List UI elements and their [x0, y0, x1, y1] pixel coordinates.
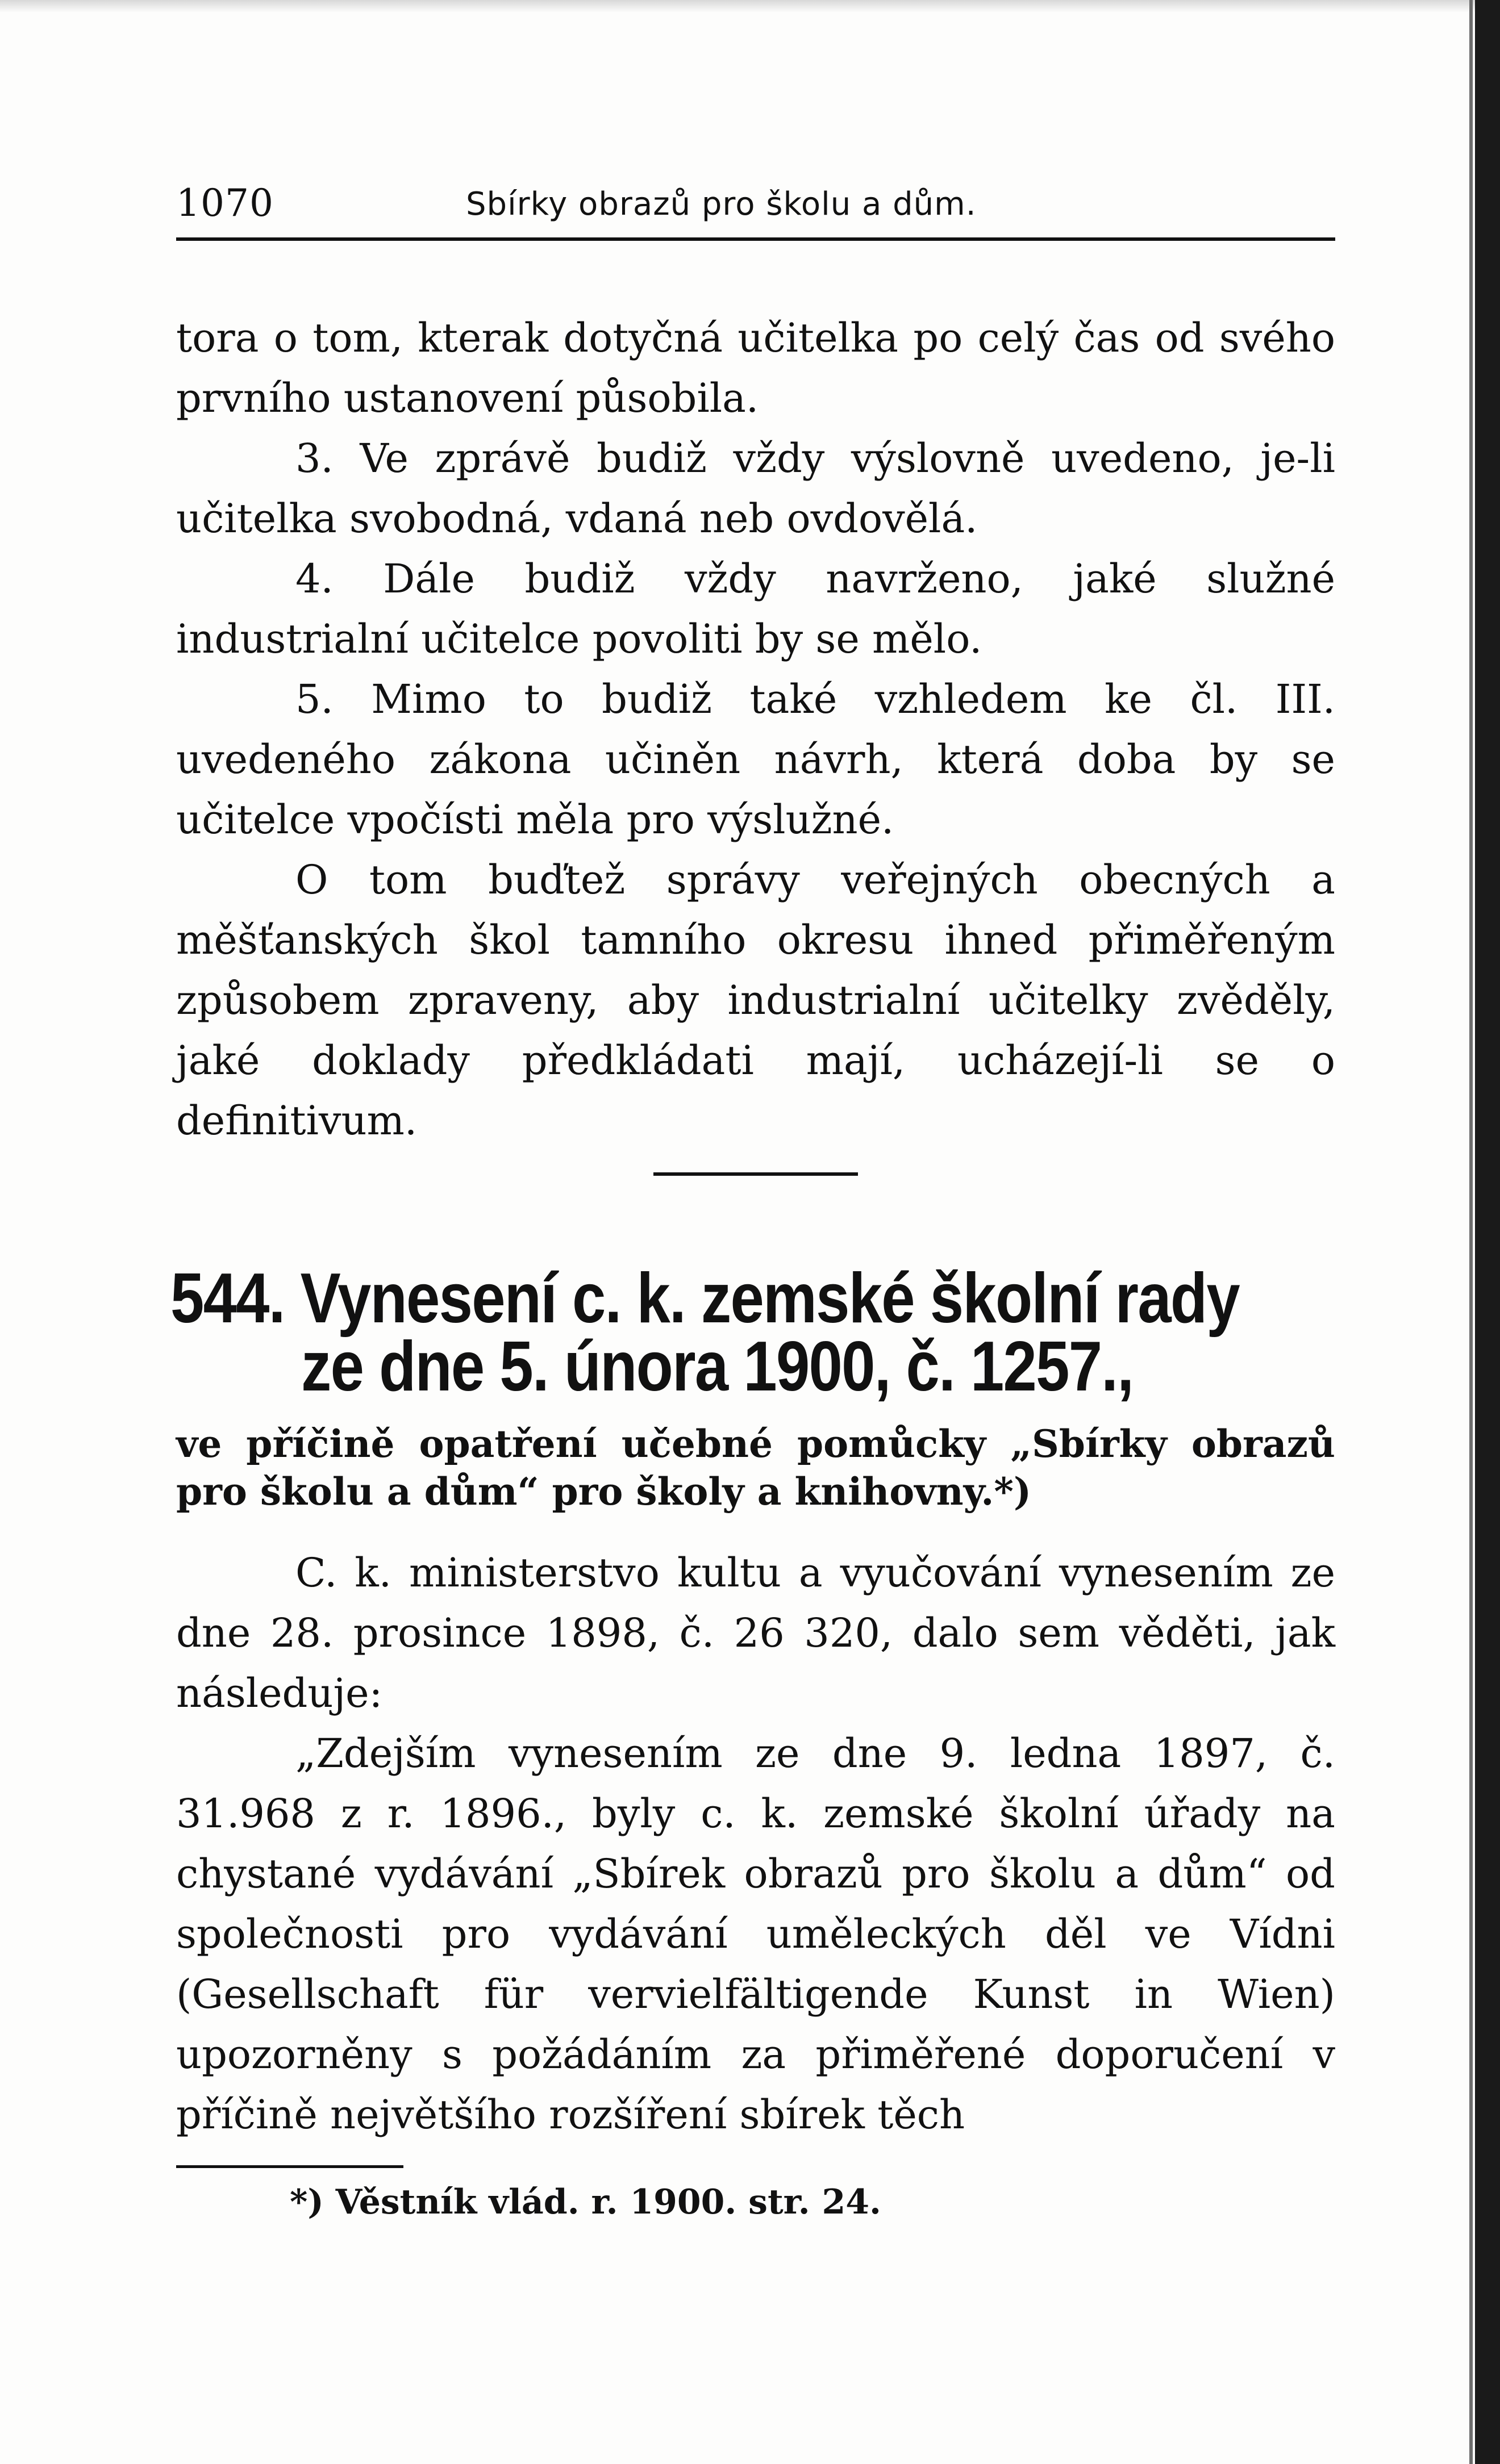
- section-separator: [653, 1172, 858, 1176]
- decree-subheading: ve příčině opatření učebné pomůcky „Sbírky obrazů pro školu a dům“ pro školy a knihovny.*): [176, 1422, 1335, 1514]
- scan-edge-right: [1475, 0, 1500, 2464]
- footnote: *) Věstník vlád. r. 1900. str. 24.: [290, 2182, 881, 2222]
- decree-heading-line2: ze dne 5. února 1900, č. 1257.,: [301, 1327, 1134, 1406]
- paragraph-item-4: 4. Dále budiž vždy navrženo, jaké služné industrialní učitelce povoliti by se mělo.: [176, 556, 1335, 662]
- decree-text-block: [176, 1543, 1335, 2145]
- header-rule: [176, 237, 1335, 241]
- page-number: 1070: [176, 181, 274, 225]
- decree-quote-paragraph: „Zdejším vynesením ze dne 9. ledna 1897, č. 31.968 z r. 1896., byly c. k. zemské školní úřady na chystané vydávání „Sbírek obrazů pro školu a dům“ od společnosti pro vydávání uměleckých děl ve Vídni (Gesellschaft für vervielfältigende Kunst in Wien) upozorněny s požádáním za přiměřené doporučení v příčině největšího rozšíření sbírek těch: [176, 1730, 1335, 2138]
- running-title: Sbírky obrazů pro školu a dům.: [466, 186, 977, 223]
- footnote-rule: [176, 2165, 403, 2168]
- decree-heading-line1: 544. Vynesení c. k. zemské školní rady: [170, 1259, 1239, 1338]
- decree-paragraph: C. k. ministerstvo kultu a vyučování vynesením ze dne 28. prosince 1898, č. 26 320, dalo sem věděti, jak následuje:: [176, 1550, 1335, 1717]
- scan-edge-top: [0, 0, 1500, 12]
- top-text-block: [176, 308, 1335, 1151]
- paragraph-item-5: 5. Mimo to budiž také vzhledem ke čl. III. uvedeného zákona učiněn návrh, která doba by se učitelce vpočísti měla pro výslužné.: [176, 676, 1335, 843]
- paragraph-item-3: 3. Ve zprávě budiž vždy výslovně uvedeno, je-li učitelka svobodná, vdaná neb ovdovělá.: [176, 435, 1335, 542]
- scan-edge-shadow: [1469, 0, 1473, 2464]
- paragraph-closing: O tom buďtež správy veřejných obecných a měšťanských škol tamního okresu ihned přiměřeným způsobem zpraveny, aby industrialní učitelky zvěděly, jaké doklady předkládati mají, ucházejí-li se o definitivum.: [176, 857, 1335, 1144]
- paragraph-continuation: tora o tom, kterak dotyčná učitelka po celý čas od svého prvního ustanovení působila.: [176, 315, 1335, 421]
